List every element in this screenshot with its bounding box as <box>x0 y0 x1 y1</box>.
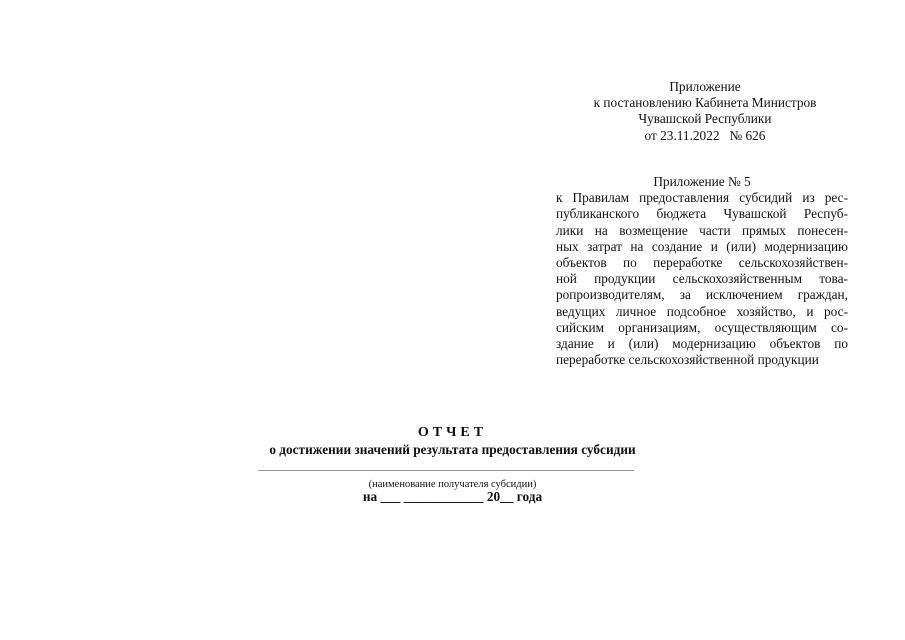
report-title: ОТЧЕТ <box>417 425 488 440</box>
appendix-line: сийским организациям, осуществляющим со- <box>556 319 848 335</box>
appendix-line: ведущих личное подсобное хозяйство, и рос- <box>556 303 848 319</box>
appendix-line: ных затрат на создание и (или) модернизацию <box>556 238 848 254</box>
report-heading <box>200 424 705 458</box>
appendix-line: публиканского бюджета Чувашской Респуб- <box>556 206 848 222</box>
appendix-line: к Правилам предоставления субсидий из рес- <box>556 190 848 206</box>
appendix-block <box>556 174 848 368</box>
report-subtitle: о достижении значений результата предоставления субсидии <box>269 442 636 457</box>
appendix-line: ной продукции сельскохозяйственным това- <box>556 271 848 287</box>
appendix-line: ропроизводителям, за исключением граждан, <box>556 287 848 303</box>
appendix-line: лики на возмещение части прямых понесен- <box>556 222 848 238</box>
recipient-caption: (наименование получателя субсидии) <box>368 479 537 490</box>
appendix-line: объектов по переработке сельскохозяйствен- <box>556 255 848 271</box>
appendix-line: переработке сельскохозяйственной продукции <box>556 352 819 368</box>
report-date-line: на ___ ____________ 20__ года <box>362 489 543 504</box>
header-line: от 23.11.2022 № 626 <box>644 127 766 143</box>
header-line: к постановлению Кабинета Министров <box>593 95 817 111</box>
document-header <box>560 79 850 144</box>
header-line: Приложение <box>669 79 741 94</box>
recipient-name-line <box>258 470 634 471</box>
appendix-line: здание и (или) модернизацию объектов по <box>556 336 848 352</box>
appendix-title: Приложение № 5 <box>653 174 751 189</box>
header-line: Чувашской Республики <box>638 111 772 127</box>
